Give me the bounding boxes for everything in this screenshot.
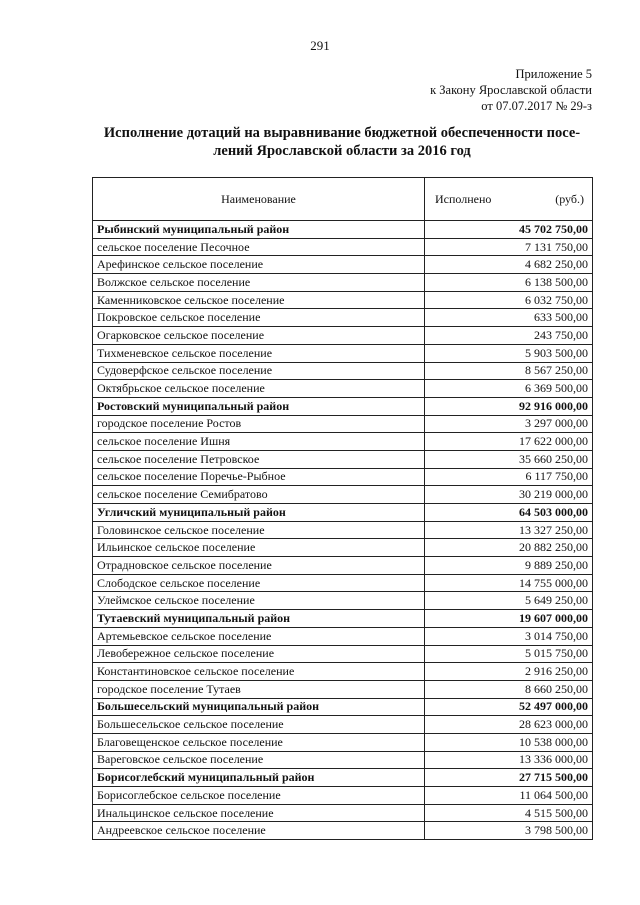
row-name: Покровское сельское поселение bbox=[93, 309, 425, 327]
row-value: 6 138 500,00 bbox=[425, 274, 593, 292]
title-line-1: Исполнение дотаций на выравнивание бюджетной обеспеченности посе- bbox=[103, 125, 581, 141]
settlement-row bbox=[93, 645, 593, 663]
settlement-row bbox=[93, 680, 593, 698]
row-value: 5 649 250,00 bbox=[425, 592, 593, 610]
header-executed: Исполнено bbox=[435, 191, 492, 206]
row-value: 7 131 750,00 bbox=[425, 238, 593, 256]
settlement-row bbox=[93, 433, 593, 451]
header-executed-cell bbox=[425, 178, 593, 221]
row-value: 6 117 750,00 bbox=[425, 468, 593, 486]
row-value: 633 500,00 bbox=[425, 309, 593, 327]
row-value: 13 327 250,00 bbox=[425, 521, 593, 539]
appendix-line-2: к Закону Ярославской области bbox=[430, 83, 592, 97]
page-number: 291 bbox=[310, 38, 330, 53]
row-value: 45 702 750,00 bbox=[425, 221, 593, 239]
row-value: 2 916 250,00 bbox=[425, 663, 593, 681]
row-value: 3 014 750,00 bbox=[425, 627, 593, 645]
district-row bbox=[93, 610, 593, 628]
row-name: городское поселение Тутаев bbox=[93, 680, 425, 698]
row-value: 27 715 500,00 bbox=[425, 769, 593, 787]
settlement-row bbox=[93, 521, 593, 539]
settlement-row bbox=[93, 450, 593, 468]
row-name: Ильинское сельское поселение bbox=[93, 539, 425, 557]
district-row bbox=[93, 221, 593, 239]
row-name: Ростовский муниципальный район bbox=[93, 397, 425, 415]
row-value: 5 015 750,00 bbox=[425, 645, 593, 663]
row-value: 14 755 000,00 bbox=[425, 574, 593, 592]
district-row bbox=[93, 698, 593, 716]
row-name: Каменниковское сельское поселение bbox=[93, 291, 425, 309]
row-name: городское поселение Ростов bbox=[93, 415, 425, 433]
row-value: 3 798 500,00 bbox=[425, 822, 593, 840]
settlement-row bbox=[93, 716, 593, 734]
district-row bbox=[93, 769, 593, 787]
settlement-row bbox=[93, 592, 593, 610]
row-name: сельское поселение Семибратово bbox=[93, 486, 425, 504]
row-name: Арефинское сельское поселение bbox=[93, 256, 425, 274]
row-value: 4 682 250,00 bbox=[425, 256, 593, 274]
row-value: 9 889 250,00 bbox=[425, 557, 593, 575]
settlement-row bbox=[93, 309, 593, 327]
row-value: 20 882 250,00 bbox=[425, 539, 593, 557]
row-name: Благовещенское сельское поселение bbox=[93, 733, 425, 751]
row-name: Угличский муниципальный район bbox=[93, 504, 425, 522]
settlement-row bbox=[93, 574, 593, 592]
settlement-row bbox=[93, 468, 593, 486]
row-name: Слободское сельское поселение bbox=[93, 574, 425, 592]
row-value: 17 622 000,00 bbox=[425, 433, 593, 451]
title-line-2: лений Ярославской области за 2016 год bbox=[213, 143, 471, 159]
row-value: 10 538 000,00 bbox=[425, 733, 593, 751]
row-value: 30 219 000,00 bbox=[425, 486, 593, 504]
row-name: Инальцинское сельское поселение bbox=[93, 804, 425, 822]
row-value: 64 503 000,00 bbox=[425, 504, 593, 522]
row-name: Улеймское сельское поселение bbox=[93, 592, 425, 610]
row-name: Волжское сельское поселение bbox=[93, 274, 425, 292]
settlement-row bbox=[93, 663, 593, 681]
row-name: Борисоглебский муниципальный район bbox=[93, 769, 425, 787]
settlement-row bbox=[93, 787, 593, 805]
row-value: 28 623 000,00 bbox=[425, 716, 593, 734]
row-value: 11 064 500,00 bbox=[425, 787, 593, 805]
row-name: Тутаевский муниципальный район bbox=[93, 610, 425, 628]
appendix-note bbox=[430, 66, 592, 114]
row-name: Головинское сельское поселение bbox=[93, 521, 425, 539]
row-name: Октябрьское сельское поселение bbox=[93, 380, 425, 398]
row-value: 8 567 250,00 bbox=[425, 362, 593, 380]
district-row bbox=[93, 397, 593, 415]
settlement-row bbox=[93, 291, 593, 309]
row-value: 92 916 000,00 bbox=[425, 397, 593, 415]
document-title bbox=[92, 124, 592, 160]
settlement-row bbox=[93, 557, 593, 575]
row-value: 6 032 750,00 bbox=[425, 291, 593, 309]
row-name: Большесельское сельское поселение bbox=[93, 716, 425, 734]
row-value: 6 369 500,00 bbox=[425, 380, 593, 398]
row-name: Артемьевское сельское поселение bbox=[93, 627, 425, 645]
row-name: Вареговское сельское поселение bbox=[93, 751, 425, 769]
row-name: сельское поселение Песочное bbox=[93, 238, 425, 256]
row-name: Тихменевское сельское поселение bbox=[93, 344, 425, 362]
settlement-row bbox=[93, 256, 593, 274]
row-name: Рыбинский муниципальный район bbox=[93, 221, 425, 239]
settlement-row bbox=[93, 751, 593, 769]
row-name: Борисоглебское сельское поселение bbox=[93, 787, 425, 805]
row-value: 19 607 000,00 bbox=[425, 610, 593, 628]
settlement-row bbox=[93, 238, 593, 256]
row-value: 5 903 500,00 bbox=[425, 344, 593, 362]
row-value: 35 660 250,00 bbox=[425, 450, 593, 468]
header-name: Наименование bbox=[93, 178, 425, 221]
header-unit: (руб.) bbox=[555, 191, 584, 206]
settlement-row bbox=[93, 327, 593, 345]
settlement-row bbox=[93, 822, 593, 840]
subsidy-table bbox=[92, 177, 593, 840]
settlement-row bbox=[93, 486, 593, 504]
settlement-row bbox=[93, 380, 593, 398]
row-value: 243 750,00 bbox=[425, 327, 593, 345]
row-value: 8 660 250,00 bbox=[425, 680, 593, 698]
row-name: сельское поселение Поречье-Рыбное bbox=[93, 468, 425, 486]
settlement-row bbox=[93, 415, 593, 433]
row-name: Левобережное сельское поселение bbox=[93, 645, 425, 663]
row-name: Отрадновское сельское поселение bbox=[93, 557, 425, 575]
row-value: 13 336 000,00 bbox=[425, 751, 593, 769]
district-row bbox=[93, 504, 593, 522]
row-name: Огарковское сельское поселение bbox=[93, 327, 425, 345]
appendix-line-1: Приложение 5 bbox=[515, 67, 592, 81]
row-name: Константиновское сельское поселение bbox=[93, 663, 425, 681]
settlement-row bbox=[93, 733, 593, 751]
settlement-row bbox=[93, 627, 593, 645]
table-header-row bbox=[93, 178, 593, 221]
row-value: 3 297 000,00 bbox=[425, 415, 593, 433]
row-name: Большесельский муниципальный район bbox=[93, 698, 425, 716]
row-value: 4 515 500,00 bbox=[425, 804, 593, 822]
row-name: сельское поселение Петровское bbox=[93, 450, 425, 468]
row-name: сельское поселение Ишня bbox=[93, 433, 425, 451]
settlement-row bbox=[93, 804, 593, 822]
settlement-row bbox=[93, 344, 593, 362]
appendix-line-3: от 07.07.2017 № 29-з bbox=[481, 99, 592, 113]
settlement-row bbox=[93, 274, 593, 292]
row-value: 52 497 000,00 bbox=[425, 698, 593, 716]
settlement-row bbox=[93, 539, 593, 557]
row-name: Судоверфское сельское поселение bbox=[93, 362, 425, 380]
row-name: Андреевское сельское поселение bbox=[93, 822, 425, 840]
settlement-row bbox=[93, 362, 593, 380]
